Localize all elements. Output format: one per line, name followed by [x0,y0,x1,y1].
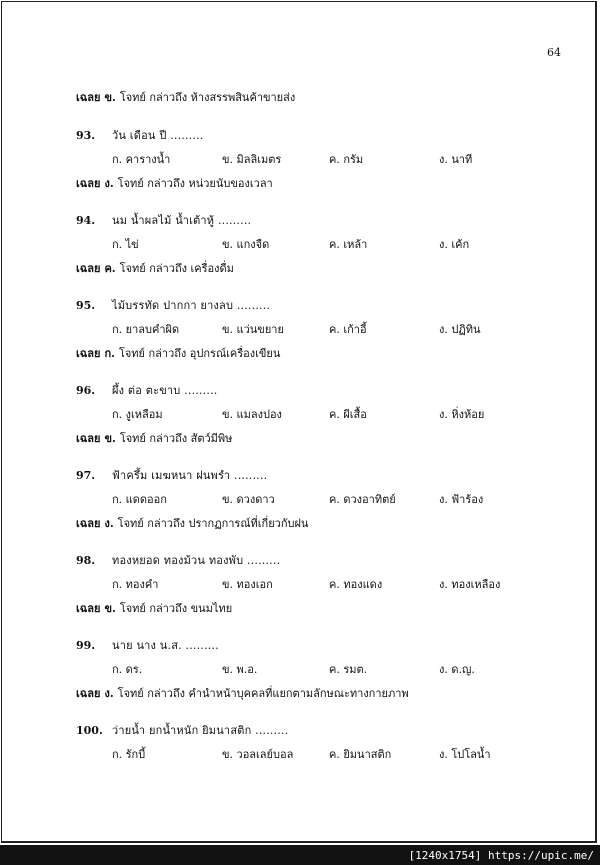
question-block [76,634,546,704]
answer-line [76,342,546,364]
question-line [76,549,546,571]
option-2: ข. แว่นขยาย [222,323,284,336]
question-text: ไม้บรรทัด ปากกา ยางลบ ......... [112,299,271,312]
option-1: ก. ไข่ [112,238,139,251]
question-text: วัน เดือน ปี ......... [112,129,204,142]
answer-label: เฉลย [76,177,101,190]
question-line [76,634,546,656]
answer-label: เฉลย [76,432,101,445]
option-2: ข. ดวงดาว [222,493,275,506]
question-number: 95. [76,298,96,312]
answer-letter: ก. [104,347,115,360]
answer-text: โจทย์ กล่าวถึง สัตว์มีพิษ [119,432,233,445]
question-number: 96. [76,383,96,397]
options-row [76,146,546,172]
options-row [76,741,546,767]
answer-text: โจทย์ กล่าวถึง คำนำหน้าบุคคลที่แยกตามลักษณะทางกายภาพ [117,687,409,700]
option-4: ง. นาที [439,153,473,166]
answer-text: โจทย์ กล่าวถึง เครื่องดื่ม [119,262,234,275]
options-row [76,231,546,257]
page-number: 64 [547,46,561,59]
answer-text: โจทย์ กล่าวถึง หน่วยนับของเวลา [117,177,273,190]
option-4: ง. ปฏิทิน [439,323,481,336]
answer-line [76,257,546,279]
option-3: ค. ทองแดง [329,578,383,591]
option-3: ค. เหล้า [329,238,368,251]
options-row [76,486,546,512]
answer-letter: ข. [104,602,116,615]
question-block [76,294,546,364]
question-block [76,379,546,449]
answer-label: เฉลย [76,262,101,275]
option-2: ข. วอลเลย์บอล [222,748,294,761]
option-3: ค. ดวงอาทิตย์ [329,493,396,506]
option-4: ง. หิ่งห้อย [439,408,485,421]
question-block [76,124,546,194]
option-3: ค. รมต. [329,663,368,676]
question-number: 98. [76,553,96,567]
answer-letter: ง. [104,687,114,700]
option-2: ข. แกงจืด [222,238,270,251]
option-4: ง. โปโลน้ำ [439,748,491,761]
option-1: ก. งูเหลือม [112,408,163,421]
answer-text: โจทย์ กล่าวถึง ห้างสรรพสินค้าขายส่ง [119,91,296,104]
question-number: 100. [76,723,103,737]
answer-line [76,682,546,704]
answer-line [76,597,546,619]
answer-line [76,427,546,449]
question-text: ว่ายน้ำ ยกน้ำหนัก ยิมนาสติก ......... [112,724,289,737]
question-line [76,294,546,316]
question-list [76,124,546,767]
option-3: ค. ยิมนาสติก [329,748,392,761]
option-1: ก. ดร. [112,663,143,676]
option-3: ค. กรัม [329,153,364,166]
options-row [76,316,546,342]
option-1: ก. คารางน้ำ [112,153,171,166]
answer-label: เฉลย [76,347,101,360]
option-4: ง. ด.ญ. [439,663,475,676]
answer-letter: ข. [104,91,116,104]
question-line [76,379,546,401]
question-line [76,464,546,486]
options-row [76,571,546,597]
quiz-content [76,86,546,782]
answer-letter: ง. [104,177,114,190]
document-page [1,1,597,843]
answer-line [76,86,546,108]
question-text: นาย นาง น.ส. ......... [112,639,219,652]
answer-label: เฉลย [76,687,101,700]
answer-line [76,512,546,534]
question-block [76,209,546,279]
answer-text: โจทย์ กล่าวถึง อุปกรณ์เครื่องเขียน [118,347,281,360]
option-1: ก. ทองคำ [112,578,159,591]
image-host-footer: [1240x1754] https://upic.me/ [0,845,600,865]
option-4: ง. ทองเหลือง [439,578,501,591]
option-1: ก. รักบี้ [112,748,146,761]
option-2: ข. ทองเอก [222,578,273,591]
question-text: ฟ้าครึ้ม เมฆหนา ฝนพรำ ......... [112,469,268,482]
option-2: ข. พ.อ. [222,663,258,676]
question-number: 97. [76,468,96,482]
question-block [76,719,546,767]
question-text: นม น้ำผลไม้ น้ำเต้าหู้ ......... [112,214,252,227]
answer-line [76,172,546,194]
option-2: ข. แมลงปอง [222,408,282,421]
question-text: ผึ้ง ต่อ ตะขาบ ......... [112,384,218,397]
question-line [76,124,546,146]
option-4: ง. เค้ก [439,238,470,251]
question-number: 99. [76,638,96,652]
answer-letter: ข. [104,432,116,445]
option-2: ข. มิลลิเมตร [222,153,282,166]
answer-text: โจทย์ กล่าวถึง ปรากฏการณ์ที่เกี่ยวกับฝน [117,517,309,530]
answer-label: เฉลย [76,602,101,615]
question-number: 94. [76,213,96,227]
option-1: ก. ยาลบคำผิด [112,323,180,336]
options-row [76,401,546,427]
options-row [76,656,546,682]
answer-label: เฉลย [76,517,101,530]
option-4: ง. ฟ้าร้อง [439,493,484,506]
answer-letter: ง. [104,517,114,530]
question-block [76,464,546,534]
question-block [76,549,546,619]
answer-letter: ค. [104,262,116,275]
option-3: ค. ผีเสื้อ [329,408,367,421]
option-3: ค. เก้าอี้ [329,323,367,336]
question-line [76,209,546,231]
answer-text: โจทย์ กล่าวถึง ขนมไทย [119,602,233,615]
option-1: ก. แดดออก [112,493,167,506]
question-line [76,719,546,741]
question-number: 93. [76,128,96,142]
question-text: ทองหยอด ทองม้วน ทองพับ ......... [112,554,281,567]
answer-label: เฉลย [76,91,101,104]
